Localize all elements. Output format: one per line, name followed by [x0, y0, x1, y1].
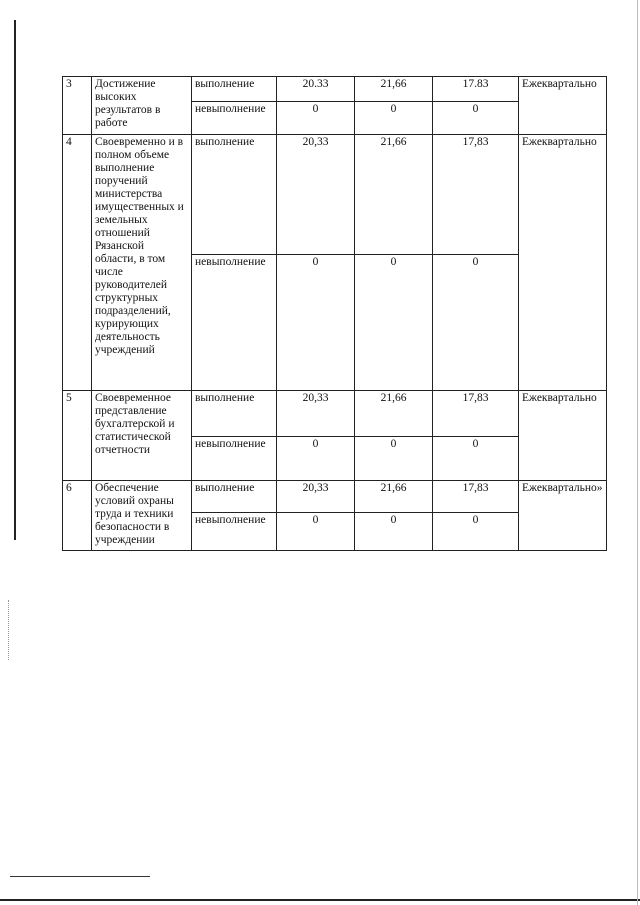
criterion-name: Своевременное представление бухгалтерской и статистической отчетности	[92, 391, 192, 481]
row-number: 4	[63, 135, 92, 391]
table-row	[63, 135, 607, 255]
value-cell: 17.83	[433, 77, 519, 102]
status-notdone-label: невыполнение	[192, 513, 277, 551]
row-number: 3	[63, 77, 92, 135]
period-cell: Ежеквартально	[519, 77, 607, 135]
scan-bottom-mark	[10, 876, 150, 877]
value-cell: 0	[277, 437, 355, 481]
value-cell: 20,33	[277, 135, 355, 255]
value-cell: 20.33	[277, 77, 355, 102]
status-done-label: выполнение	[192, 391, 277, 437]
criteria-table	[62, 76, 607, 551]
value-cell: 21,66	[355, 135, 433, 255]
period-cell: Ежеквартально	[519, 391, 607, 481]
value-cell: 17,83	[433, 391, 519, 437]
row-number: 5	[63, 391, 92, 481]
scan-margin-line	[14, 20, 16, 540]
value-cell: 17,83	[433, 481, 519, 513]
value-cell: 17,83	[433, 135, 519, 255]
scan-bottom-edge	[0, 899, 640, 901]
status-notdone-label: невыполнение	[192, 255, 277, 391]
value-cell: 0	[355, 255, 433, 391]
row-number: 6	[63, 481, 92, 551]
status-done-label: выполнение	[192, 135, 277, 255]
value-cell: 20,33	[277, 481, 355, 513]
status-done-label: выполнение	[192, 77, 277, 102]
value-cell: 21,66	[355, 481, 433, 513]
value-cell: 0	[277, 255, 355, 391]
scan-right-edge	[637, 0, 638, 905]
status-done-label: выполнение	[192, 481, 277, 513]
criterion-name: Достижение высоких результатов в работе	[92, 77, 192, 135]
value-cell: 0	[433, 513, 519, 551]
value-cell: 0	[277, 102, 355, 135]
period-cell: Ежеквартально	[519, 135, 607, 391]
scan-margin-dots	[8, 600, 10, 660]
value-cell: 0	[433, 102, 519, 135]
criterion-name: Обеспечение условий охраны труда и техники безопасности в учреждении	[92, 481, 192, 551]
period-cell: Ежеквартально»	[519, 481, 607, 551]
table-row	[63, 481, 607, 513]
value-cell: 0	[355, 437, 433, 481]
status-notdone-label: невыполнение	[192, 102, 277, 135]
value-cell: 20,33	[277, 391, 355, 437]
value-cell: 21,66	[355, 391, 433, 437]
value-cell: 0	[355, 102, 433, 135]
value-cell: 0	[433, 255, 519, 391]
status-notdone-label: невыполнение	[192, 437, 277, 481]
value-cell: 21,66	[355, 77, 433, 102]
value-cell: 0	[433, 437, 519, 481]
criterion-name: Своевременно и в полном объеме выполнение поручений министерства имущественных и земельных отношений Рязанской области, в том числе руководителей структурных подразделений, курирующих деятельность учреждений	[92, 135, 192, 391]
value-cell: 0	[277, 513, 355, 551]
value-cell: 0	[355, 513, 433, 551]
table-row	[63, 391, 607, 437]
table-row	[63, 77, 607, 102]
